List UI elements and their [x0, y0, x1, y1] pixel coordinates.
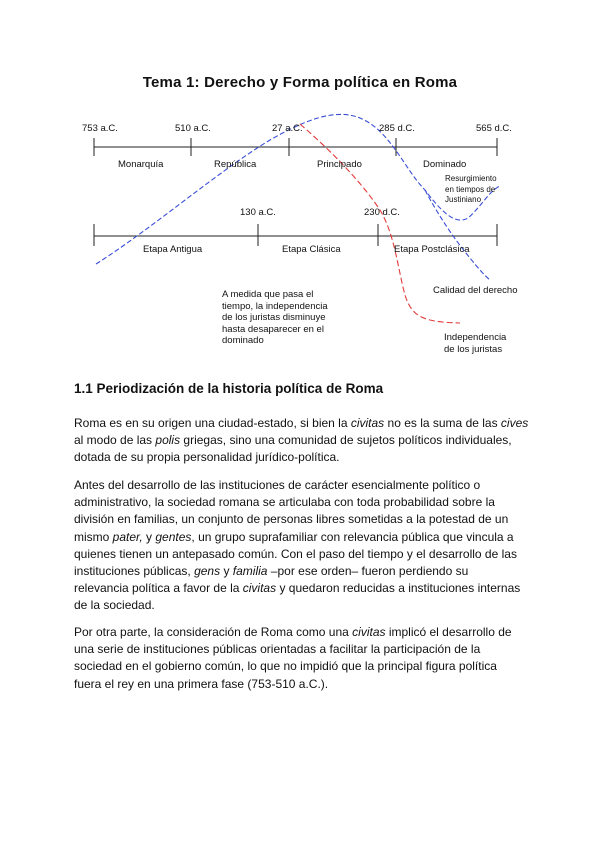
label-independencia-juristas: Independencia de los juristas — [444, 332, 507, 355]
note-explicacion: A medida que pasa el tiempo, la independencia de los juristas disminuye hasta desaparecer en el dominado — [222, 289, 328, 346]
paragraph-2-line-8: de la sociedad. — [74, 598, 155, 613]
paragraph-3-line-4: fuera el rey en una primera fase (753-510 a.C.). — [74, 676, 329, 691]
date-565: 565 d.C. — [476, 123, 512, 134]
paragraph-2-line-2: administrativo, la sociedad romana se articulaba con toda probabilidad sobre la — [74, 495, 495, 510]
period-principado: Principado — [317, 159, 362, 170]
paragraph-2-line-4: mismo pater, y gentes, un grupo suprafamiliar con relevancia pública que vincula a — [74, 529, 514, 544]
paragraph-2-line-7: relevancia política a favor de la civitas y quedaron reducidas a instituciones internas — [74, 581, 521, 596]
paragraph-3-line-3: sociedad en el gobierno común, lo que no impidió que la principal figura política — [74, 659, 497, 674]
etapa-clasica: Etapa Clásica — [282, 244, 341, 255]
period-republica: República — [214, 159, 257, 170]
paragraph-3-line-2: una serie de instituciones públicas orientadas a facilitar la participación de la — [74, 642, 481, 657]
paragraph-2-line-3: división en familias, un conjunto de personas libres sometidas a la potestad de un — [74, 512, 509, 527]
etapa-postclasica: Etapa Postclásica — [394, 244, 470, 255]
date-130: 130 a.C. — [240, 207, 276, 218]
note-resurgimiento: Resurgimiento en tiempos de Justiniano — [445, 174, 497, 204]
paragraph-2 — [74, 477, 534, 615]
date-753: 753 a.C. — [82, 123, 118, 134]
paragraph-2-line-1: Antes del desarrollo de las instituciones de carácter esencialmente político o — [74, 478, 481, 492]
paragraph-1-line-2: al modo de las polis griegas, sino una comunidad de sujetos políticos individuales, — [74, 433, 512, 448]
date-230: 230 d.C. — [364, 207, 400, 218]
date-27: 27 a.C. — [272, 123, 303, 134]
paragraph-1-line-1: Roma es en su origen una ciudad-estado, si bien la civitas no es la suma de las cives — [74, 416, 529, 430]
paragraph-1-line-3: dotada de su propia personalidad jurídico-política. — [74, 450, 340, 465]
calidad-derecho-curve — [96, 114, 500, 264]
paragraph-2-line-5: quienes tienen un antepasado común. Con el paso del tiempo y el desarrollo de las — [74, 546, 517, 561]
period-dominado: Dominado — [423, 159, 467, 170]
date-285: 285 d.C. — [379, 123, 415, 134]
paragraph-2-line-6: instituciones públicas, gens y familia –por ese orden– fueron perdiendo su — [74, 564, 469, 579]
label-calidad-derecho: Calidad del derecho — [433, 285, 518, 296]
page-title: Tema 1: Derecho y Forma política en Roma — [142, 74, 458, 91]
date-510: 510 a.C. — [175, 123, 211, 134]
etapa-antigua: Etapa Antigua — [143, 244, 203, 255]
section-heading: 1.1 Periodización de la historia política de Roma — [74, 381, 384, 396]
paragraph-3 — [74, 624, 534, 693]
paragraph-1 — [74, 415, 534, 467]
paragraph-3-line-1: Por otra parte, la consideración de Roma como una civitas implicó el desarrollo de — [74, 625, 512, 639]
period-monarquia: Monarquía — [118, 159, 164, 170]
